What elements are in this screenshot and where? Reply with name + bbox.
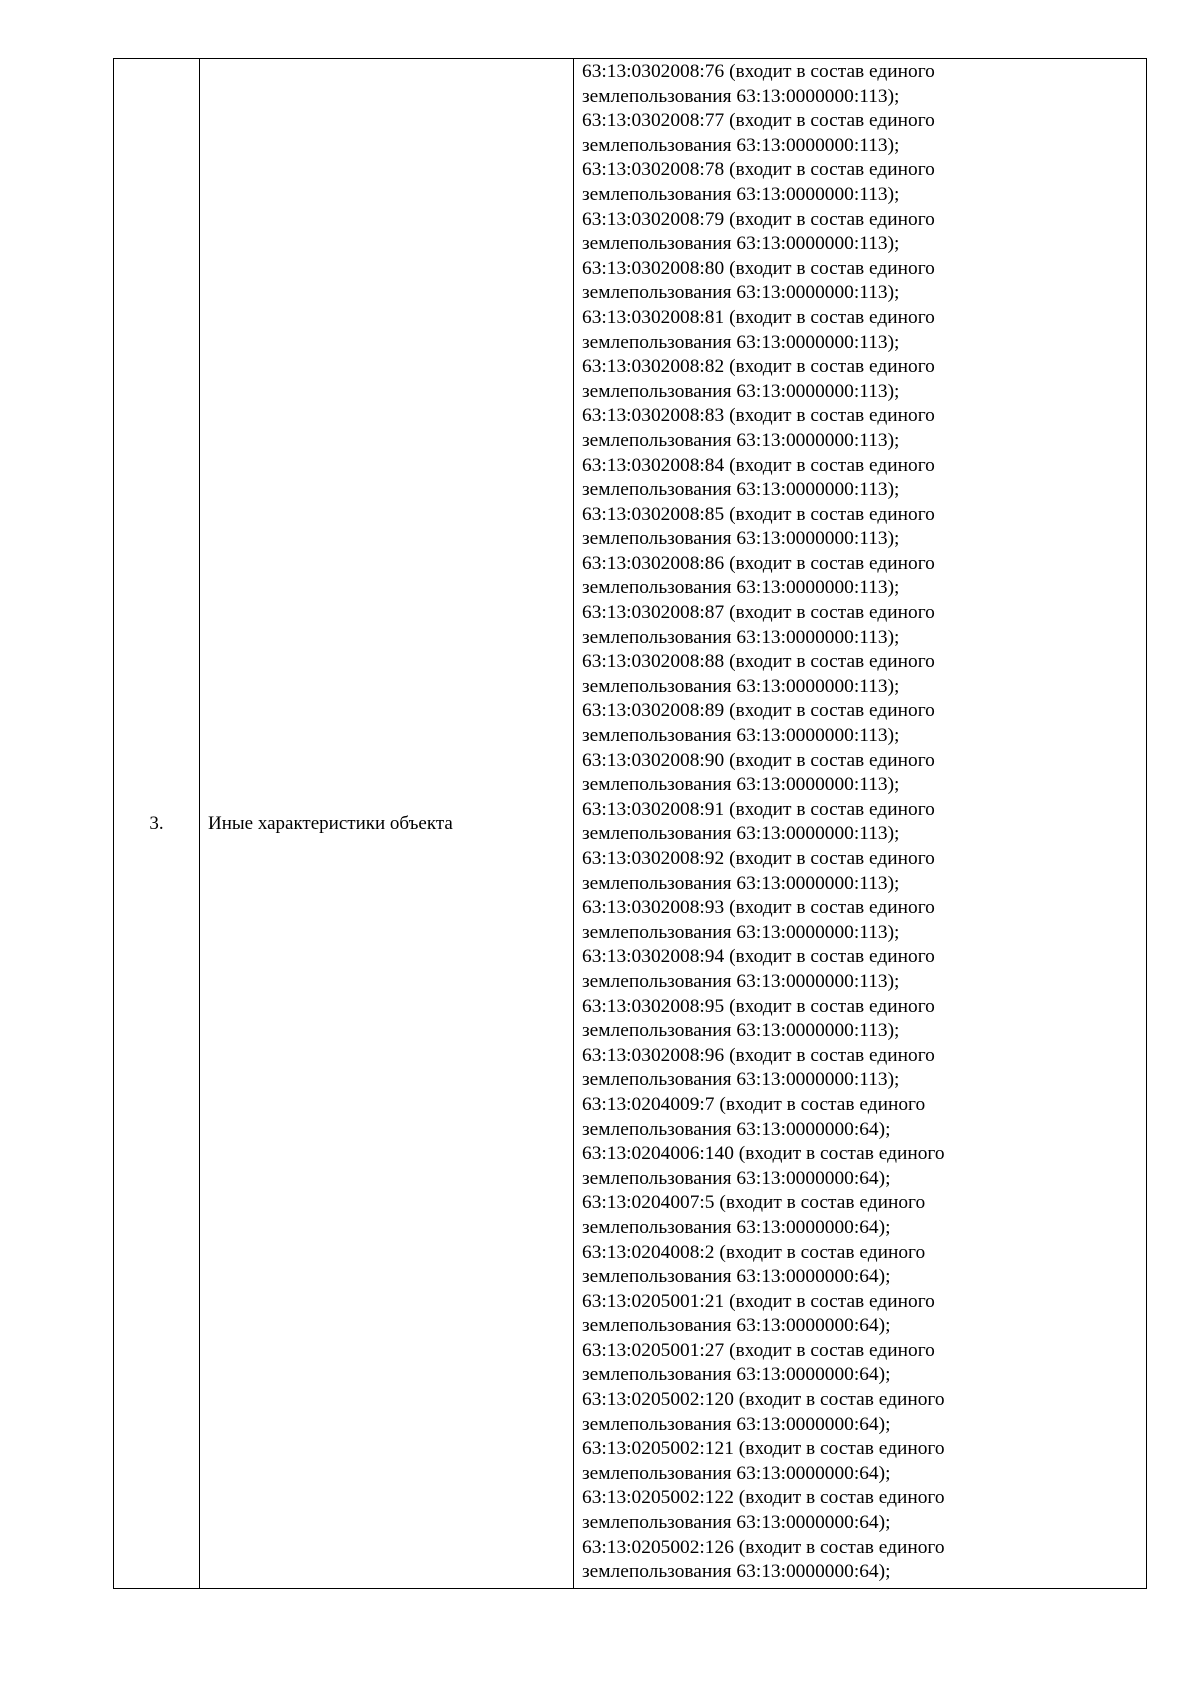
- entry-line-1: [582, 454, 1142, 479]
- entry-line-2: землепользования 63:13:0000000:113);: [582, 626, 900, 648]
- entry-line-1: [582, 404, 1142, 429]
- entry-note: (входит в состав единого: [729, 897, 935, 919]
- entry-line-2: землепользования 63:13:0000000:64);: [582, 1315, 891, 1337]
- entry-line-1: [582, 749, 1142, 774]
- entry-line-2: землепользования 63:13:0000000:113);: [582, 872, 900, 894]
- list-item: [582, 454, 1142, 503]
- entry-note: (входит в состав единого: [729, 1290, 935, 1312]
- entry-line-2: землепользования 63:13:0000000:113);: [582, 85, 900, 107]
- cadastral-number: 63:13:0302008:90: [582, 749, 725, 771]
- entry-line-2: землепользования 63:13:0000000:64);: [582, 1167, 891, 1189]
- cadastral-number: 63:13:0302008:84: [582, 454, 725, 476]
- list-item: [582, 995, 1142, 1044]
- cadastral-number: 63:13:0205002:120: [582, 1389, 734, 1411]
- entry-note: (входит в состав единого: [738, 1438, 945, 1460]
- entry-line-2: землепользования 63:13:0000000:113);: [582, 429, 900, 451]
- entry-note: (входит в состав единого: [729, 1339, 935, 1361]
- cadastral-number: 63:13:0302008:79: [582, 208, 725, 230]
- entry-line-1: [582, 1536, 1142, 1561]
- list-item: [582, 1339, 1142, 1388]
- entry-line-1: [582, 1339, 1142, 1364]
- entry-line-2: землепользования 63:13:0000000:113);: [582, 331, 900, 353]
- entry-line-2: землепользования 63:13:0000000:113);: [582, 134, 900, 156]
- entry-line-1: [582, 798, 1142, 823]
- entry-line-2: землепользования 63:13:0000000:64);: [582, 1266, 891, 1288]
- cadastral-number: 63:13:0302008:83: [582, 405, 725, 427]
- list-item: [582, 798, 1142, 847]
- entry-note: (входит в состав единого: [729, 257, 935, 279]
- entry-line-2: землепользования 63:13:0000000:113);: [582, 577, 900, 599]
- entry-line-2: землепользования 63:13:0000000:113);: [582, 921, 900, 943]
- cadastral-number: 63:13:0302008:85: [582, 503, 725, 525]
- entry-note: (входит в состав единого: [729, 61, 935, 82]
- entry-note: (входит в состав единого: [729, 159, 935, 181]
- list-item: [582, 208, 1142, 257]
- list-item: [582, 1536, 1142, 1585]
- entry-line-2: землепользования 63:13:0000000:113);: [582, 1069, 900, 1091]
- list-item: [582, 1241, 1142, 1290]
- entry-line-2: землепользования 63:13:0000000:113);: [582, 528, 900, 550]
- list-item: [582, 1486, 1142, 1535]
- list-item: [582, 699, 1142, 748]
- cadastral-number: 63:13:0302008:82: [582, 356, 725, 378]
- cadastral-number: 63:13:0302008:86: [582, 552, 725, 574]
- entry-line-1: [582, 109, 1142, 134]
- cadastral-number: 63:13:0302008:95: [582, 995, 725, 1017]
- list-item: [582, 60, 1142, 109]
- entry-line-2: землепользования 63:13:0000000:113);: [582, 970, 900, 992]
- entry-note: (входит в состав единого: [729, 700, 935, 722]
- entry-note: (входит в состав единого: [729, 651, 935, 673]
- entry-line-1: [582, 1486, 1142, 1511]
- entry-note: (входит в состав единого: [729, 995, 935, 1017]
- list-item: [582, 749, 1142, 798]
- cadastral-number: 63:13:0302008:77: [582, 110, 725, 132]
- entry-line-1: [582, 208, 1142, 233]
- list-item: [582, 503, 1142, 552]
- list-item: [582, 847, 1142, 896]
- cadastral-number: 63:13:0205001:27: [582, 1339, 725, 1361]
- entry-line-1: [582, 1142, 1142, 1167]
- list-item: [582, 1093, 1142, 1142]
- entry-line-1: [582, 995, 1142, 1020]
- list-item: [582, 355, 1142, 404]
- list-item: [582, 1290, 1142, 1339]
- list-item: [582, 306, 1142, 355]
- entry-note: (входит в состав единого: [729, 552, 935, 574]
- entry-line-1: [582, 1388, 1142, 1413]
- entry-line-1: [582, 1290, 1142, 1315]
- cadastral-number: 63:13:0302008:87: [582, 602, 725, 624]
- list-item: [582, 1142, 1142, 1191]
- entry-line-1: [582, 945, 1142, 970]
- table-row: [114, 59, 1147, 1589]
- row-name: Иные характеристики объекта: [200, 59, 574, 1589]
- list-item: [582, 1388, 1142, 1437]
- cadastral-number: 63:13:0205002:122: [582, 1487, 734, 1509]
- entry-line-2: землепользования 63:13:0000000:113);: [582, 675, 900, 697]
- entry-note: (входит в состав единого: [729, 503, 935, 525]
- list-item: [582, 601, 1142, 650]
- entry-note: (входит в состав единого: [729, 946, 935, 968]
- entry-line-1: [582, 306, 1142, 331]
- cadastral-number: 63:13:0205002:126: [582, 1536, 734, 1558]
- entry-line-1: [582, 650, 1142, 675]
- entry-note: (входит в состав единого: [729, 848, 935, 869]
- entry-line-2: землепользования 63:13:0000000:113);: [582, 282, 900, 304]
- list-item: [582, 257, 1142, 306]
- entry-line-2: землепользования 63:13:0000000:64);: [582, 1118, 891, 1140]
- cadastral-number: 63:13:0302008:91: [582, 798, 725, 820]
- entry-note: (входит в состав единого: [729, 602, 935, 624]
- entry-line-1: [582, 1437, 1142, 1462]
- entry-line-2: землепользования 63:13:0000000:113);: [582, 233, 900, 255]
- cadastral-number: 63:13:0302008:93: [582, 897, 725, 919]
- cadastral-list: [582, 60, 1142, 1585]
- entry-line-2: землепользования 63:13:0000000:113);: [582, 479, 900, 501]
- entry-note: (входит в состав единого: [738, 1389, 945, 1411]
- cadastral-number: 63:13:0302008:78: [582, 159, 725, 181]
- entry-line-1: [582, 60, 1142, 85]
- cadastral-number: 63:13:0302008:92: [582, 848, 725, 869]
- entry-line-2: землепользования 63:13:0000000:113);: [582, 380, 900, 402]
- cadastral-number: 63:13:0204008:2: [582, 1241, 715, 1263]
- cadastral-number: 63:13:0302008:88: [582, 651, 725, 673]
- entry-line-2: землепользования 63:13:0000000:64);: [582, 1512, 891, 1534]
- list-item: [582, 552, 1142, 601]
- cadastral-number: 63:13:0205002:121: [582, 1438, 734, 1460]
- list-item: [582, 1044, 1142, 1093]
- cadastral-number: 63:13:0302008:80: [582, 257, 725, 279]
- entry-line-2: землепользования 63:13:0000000:113);: [582, 725, 900, 747]
- entry-line-1: [582, 896, 1142, 921]
- entry-line-1: [582, 355, 1142, 380]
- cadastral-number: 63:13:0204006:140: [582, 1143, 734, 1165]
- cadastral-number: 63:13:0302008:81: [582, 306, 725, 328]
- entry-note: (входит в состав единого: [729, 356, 935, 378]
- entry-line-1: [582, 503, 1142, 528]
- list-item: [582, 1191, 1142, 1240]
- entry-line-1: [582, 1093, 1142, 1118]
- entry-line-1: [582, 158, 1142, 183]
- entry-line-1: [582, 847, 1142, 872]
- entry-line-2: землепользования 63:13:0000000:113);: [582, 823, 900, 845]
- cadastral-number: 63:13:0204007:5: [582, 1192, 715, 1214]
- list-item: [582, 650, 1142, 699]
- entry-note: (входит в состав единого: [729, 208, 935, 230]
- entry-line-2: землепользования 63:13:0000000:64);: [582, 1216, 891, 1238]
- cadastral-number: 63:13:0302008:76: [582, 61, 725, 82]
- entry-note: (входит в состав единого: [729, 749, 935, 771]
- list-item: [582, 109, 1142, 158]
- cadastral-number: 63:13:0302008:96: [582, 1044, 725, 1066]
- list-item: [582, 945, 1142, 994]
- entry-line-2: землепользования 63:13:0000000:113);: [582, 1020, 900, 1042]
- entry-note: (входит в состав единого: [719, 1192, 926, 1214]
- entry-line-1: [582, 601, 1142, 626]
- entry-line-1: [582, 257, 1142, 282]
- entry-note: (входит в состав единого: [729, 110, 935, 132]
- entry-line-2: землепользования 63:13:0000000:64);: [582, 1413, 891, 1435]
- row-value: [574, 59, 1147, 1589]
- characteristics-table: [113, 58, 1147, 1589]
- entry-line-2: землепользования 63:13:0000000:64);: [582, 1462, 891, 1484]
- entry-line-2: землепользования 63:13:0000000:64);: [582, 1561, 891, 1583]
- entry-line-2: землепользования 63:13:0000000:64);: [582, 1364, 891, 1386]
- entry-line-1: [582, 552, 1142, 577]
- entry-note: (входит в состав единого: [719, 1093, 926, 1115]
- entry-line-2: землепользования 63:13:0000000:113);: [582, 183, 900, 205]
- entry-line-1: [582, 1044, 1142, 1069]
- cadastral-number: 63:13:0204009:7: [582, 1093, 715, 1115]
- list-item: [582, 1437, 1142, 1486]
- row-number: 3.: [114, 59, 200, 1589]
- cadastral-number: 63:13:0302008:89: [582, 700, 725, 722]
- entry-note: (входит в состав единого: [729, 405, 935, 427]
- entry-note: (входит в состав единого: [738, 1487, 945, 1509]
- list-item: [582, 896, 1142, 945]
- entry-note: (входит в состав единого: [729, 306, 935, 328]
- list-item: [582, 158, 1142, 207]
- entry-line-1: [582, 1191, 1142, 1216]
- entry-note: (входит в состав единого: [729, 454, 935, 476]
- cadastral-number: 63:13:0302008:94: [582, 946, 725, 968]
- entry-line-1: [582, 1241, 1142, 1266]
- entry-note: (входит в состав единого: [738, 1536, 945, 1558]
- list-item: [582, 404, 1142, 453]
- cadastral-number: 63:13:0205001:21: [582, 1290, 725, 1312]
- entry-line-2: землепользования 63:13:0000000:113);: [582, 774, 900, 796]
- entry-note: (входит в состав единого: [738, 1143, 945, 1165]
- entry-note: (входит в состав единого: [719, 1241, 926, 1263]
- entry-note: (входит в состав единого: [729, 798, 935, 820]
- entry-note: (входит в состав единого: [729, 1044, 935, 1066]
- entry-line-1: [582, 699, 1142, 724]
